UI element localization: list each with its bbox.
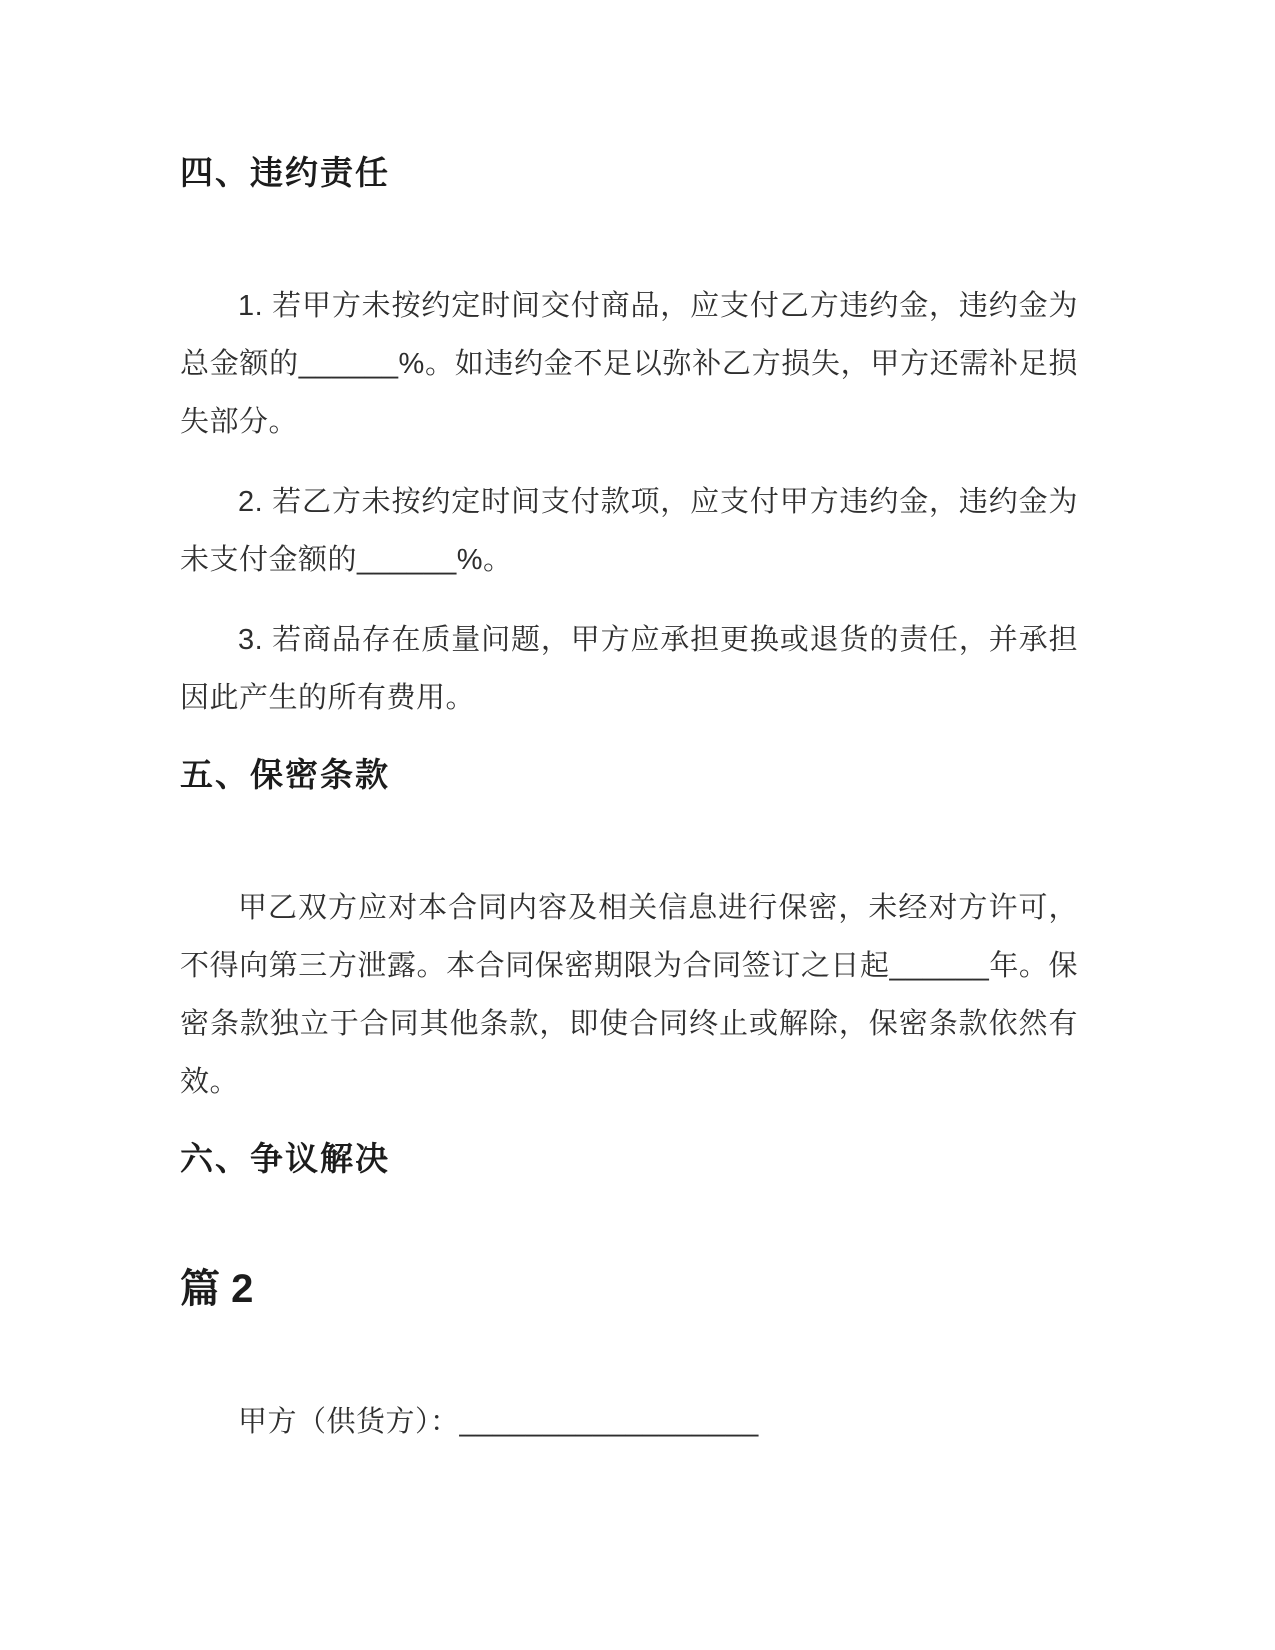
clause-confidentiality: 甲乙双方应对本合同内容及相关信息进行保密，未经对方许可，不得向第三方泄露。本合同保密期限为合同签订之日起______年。保密条款独立于合同其他条款，即使合同终止或解除，保密条款依然有效。 [180, 892, 1078, 1098]
clause-party-a-late-delivery: 1. 若甲方未按约定时间交付商品，应支付乙方违约金，违约金为总金额的______%。如违约金不足以弥补乙方损失，甲方还需补足损失部分。 [180, 290, 1078, 438]
section-heading-breach-liability: 四、违约责任 [180, 154, 390, 191]
section-heading-dispute-resolution: 六、争议解决 [180, 1140, 390, 1177]
clause-quality-issues: 3. 若商品存在质量问题，甲方应承担更换或退货的责任，并承担因此产生的所有费用。 [180, 624, 1078, 714]
clause-party-b-late-payment: 2. 若乙方未按约定时间支付款项，应支付甲方违约金，违约金为未支付金额的______%。 [180, 486, 1078, 576]
party-a-supplier-blank-line: 甲方（供货方）：__________________ [238, 1406, 759, 1438]
part2-heading: 篇 2 [180, 1267, 254, 1311]
section-heading-confidentiality: 五、保密条款 [180, 756, 390, 793]
